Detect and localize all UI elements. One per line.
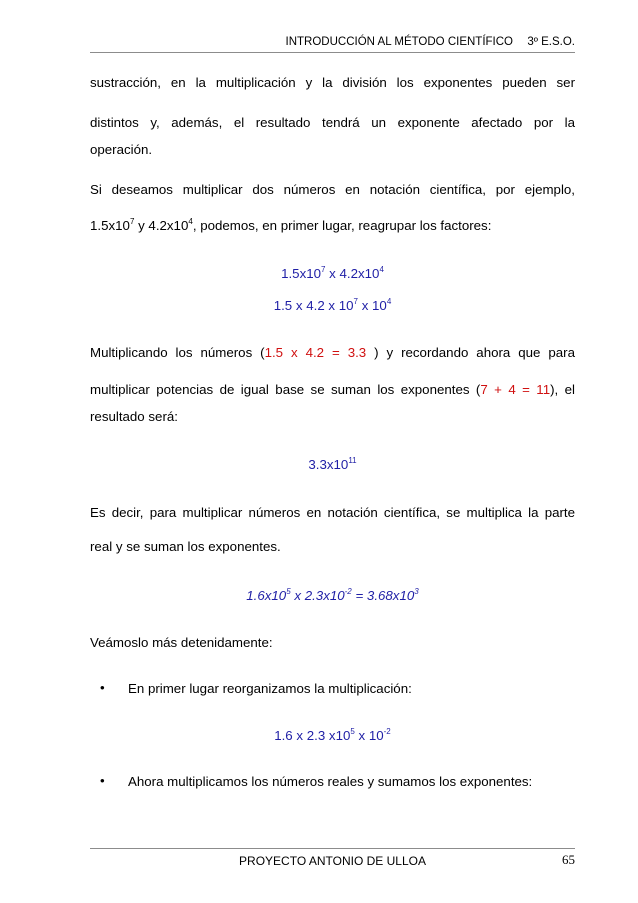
paragraph-line: distintos y, además, el resultado tendrá un exponente afectado por la bbox=[90, 115, 575, 130]
equation-5: 1.6 x 2.3 $x10^5$ x $10^{-2}$ bbox=[274, 727, 391, 743]
footer-divider bbox=[90, 848, 575, 849]
list-item: Ahora multiplicamos los números reales y sumamos los exponentes: bbox=[128, 774, 533, 789]
paragraph-line: $1.5x10^7$ y $4.2x10^4$, podemos, en primer lugar, reagrupar los factores: bbox=[90, 217, 492, 233]
footer-title: PROYECTO ANTONIO DE ULLOA bbox=[239, 854, 426, 868]
paragraph-line: sustracción, en la multiplicación y la división los exponentes pueden ser bbox=[90, 75, 575, 90]
paragraph-line: Multiplicando los números (1.5 x 4.2 = 3.3 ) y recordando ahora que para bbox=[90, 345, 575, 360]
paragraph-line: Si deseamos multiplicar dos números en notación científica, por ejemplo, bbox=[90, 182, 575, 197]
paragraph-line: resultado será: bbox=[90, 409, 178, 424]
equation-2: 1.5 x 4.2 x $10^7$ x $10^4$ bbox=[273, 297, 392, 313]
paragraph-line: operación. bbox=[90, 142, 153, 157]
bullet-icon: • bbox=[100, 773, 105, 788]
list-item: En primer lugar reorganizamos la multiplicación: bbox=[128, 681, 412, 696]
paragraph-line: multiplicar potencias de igual base se suman los exponentes (7 + 4 = 11), el bbox=[90, 382, 576, 397]
bullet-icon: • bbox=[100, 680, 105, 695]
header-title: INTRODUCCIÓN AL MÉTODO CIENTÍFICO bbox=[285, 36, 513, 48]
paragraph-line: Es decir, para multiplicar números en notación científica, se multiplica la parte bbox=[90, 505, 575, 520]
equation-3: $3.3x10^{11}$ bbox=[308, 456, 357, 472]
equation-4: $1.6x10^5$ x $2.3x10^{-2} = 3.68x10^3$ bbox=[246, 587, 419, 603]
page-number: 65 bbox=[562, 852, 575, 867]
equation-1: $1.5x10^7$ x $4.2x10^4$ bbox=[281, 265, 384, 281]
paragraph-line: Veámoslo más detenidamente: bbox=[90, 635, 273, 650]
header-course: 3º E.S.O. bbox=[527, 36, 575, 48]
page-header bbox=[90, 24, 575, 53]
paragraph-line: real y se suman los exponentes. bbox=[90, 539, 281, 554]
